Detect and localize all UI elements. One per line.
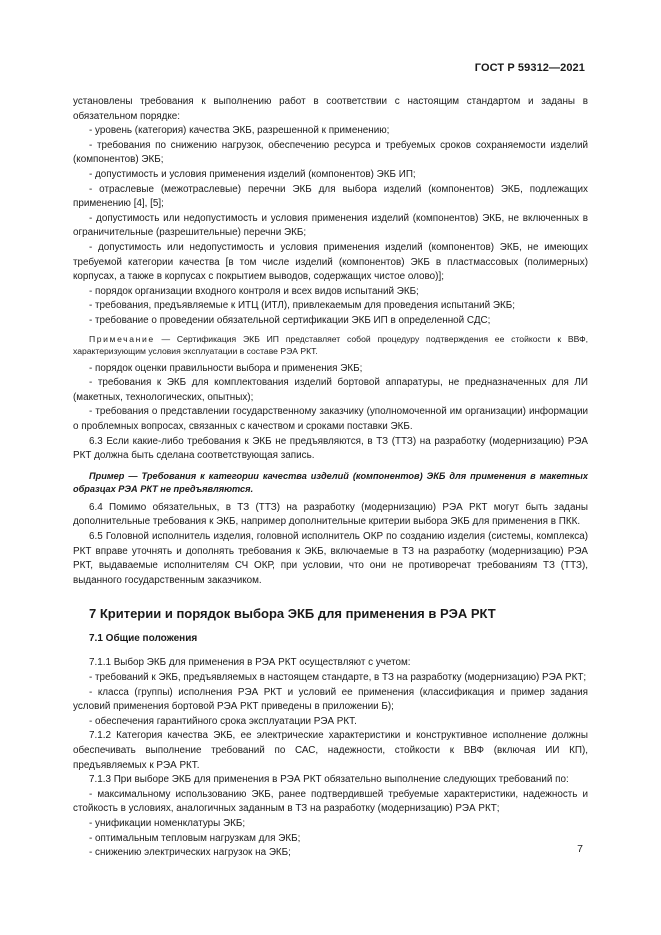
body-paragraph: 7.1.2 Категория качества ЭКБ, ее электрические характеристики и конструктивное исполнение должны обеспечивать выполнение требований по САС, надежности, стойкости к ВВФ (включая ИИ КП), предъявляемых к РЭА РКТ. xyxy=(73,730,588,771)
body-paragraph: 7.1.1 Выбор ЭКБ для применения в РЭА РКТ осуществляют с учетом: xyxy=(89,657,411,669)
body-paragraph: 7.1.3 При выборе ЭКБ для применения в РЭА РКТ обязательно выполнение следующих требований по: xyxy=(89,774,569,786)
body-paragraph: - требования к ЭКБ для комплектования изделий бортовой аппаратуры, не предназначенных для ЛИ (макетных, технологических, опытных); xyxy=(73,377,588,403)
body-paragraph: - требования о представлении государственному заказчику (уполномоченной им организации) информации о проблемных вопросах, связанных с качеством и сроками поставки ЭКБ. xyxy=(73,406,588,433)
note-text: — Сертификация ЭКБ ИП представляет собой процедуру подтверждения ее стойкости к ВВФ, характеризующим условия эксплуатации в составе РЭА РКТ. xyxy=(73,333,588,357)
body-paragraph: - максимальному использованию ЭКБ, ранее подтвердившей требуемые характеристики, надежность и стойкость в условиях, аналогичных заданным в ТЗ на разработку (модернизацию) РЭА РКТ; xyxy=(73,788,588,815)
body-paragraph: - требований к ЭКБ, предъявляемых в настоящем стандарте, в ТЗ на разработку (модернизацию) РЭА РКТ; xyxy=(89,672,587,683)
body-paragraph: - снижению электрических нагрузок на ЭКБ; xyxy=(89,847,291,859)
subsection-heading: 7.1 Общие положения xyxy=(89,633,198,645)
body-paragraph: установлены требования к выполнению работ в соответствии с настоящим стандартом и заданы в обязательном порядке: xyxy=(73,96,588,122)
body-paragraph: - уровень (категория) качества ЭКБ, разрешенной к применению; xyxy=(89,125,390,137)
example-paragraph: Пример — Требования к категории качества изделий (компонентов) ЭКБ для применения в макетных образцах РЭА РКТ не предъявляются. xyxy=(73,470,588,494)
body-paragraph: 6.5 Головной исполнитель изделия, головной исполнитель ОКР по созданию изделия (системы, комплекса) РКТ вправе уточнять и дополнять требования к ЭКБ, включаемые в ТЗ на разработку (модернизацию) РЭА РКТ, выдаваемые исполнителям СЧ ОКР, при условии, что они не противоречат требованиям ТЗ (ТТЗ), выданного государственным заказчиком. xyxy=(73,531,588,586)
body-paragraph: - допустимость или недопустимость и условия применения изделий (компонентов) ЭКБ, не имеющих требуемой категории качества [в том числе изделий (компонентов) ЭКБ в пластмассовых (полимерных) корпусах, а также в корпусах с покрытием выводов, содержащих чистое олово)]; xyxy=(73,241,588,283)
section-heading: 7 Критерии и порядок выбора ЭКБ для применения в РЭА РКТ xyxy=(89,606,496,622)
body-paragraph: 6.3 Если какие-либо требования к ЭКБ не предъявляются, в ТЗ (ТТЗ) на разработку (модернизацию) РЭА РКТ должна быть сделана соответствующая запись. xyxy=(73,435,588,462)
body-paragraph: - обеспечения гарантийного срока эксплуатации РЭА РКТ. xyxy=(89,715,357,727)
body-paragraph: - требование о проведении обязательной сертификации ЭКБ ИП в определенной СДС; xyxy=(89,314,491,326)
body-paragraph: - требования, предъявляемые к ИТЦ (ИТЛ), привлекаемым для проведения испытаний ЭКБ; xyxy=(89,300,515,312)
document-header: ГОСТ Р 59312—2021 xyxy=(474,62,585,74)
page-number: 7 xyxy=(577,843,583,855)
body-paragraph: - класса (группы) исполнения РЭА РКТ и условий ее применения (классификация и пример задания условий применения бортовой РЭА РКТ приведены в приложении Б); xyxy=(73,686,588,713)
note-paragraph xyxy=(73,333,588,358)
note-label: Примечание xyxy=(89,333,155,344)
body-paragraph: 6.4 Помимо обязательных, в ТЗ (ТТЗ) на разработку (модернизацию) РЭА РКТ могут быть заданы дополнительные требования к ЭКБ, например дополнительные критерии выбора ЭКБ для применения в ПКК. xyxy=(73,501,588,528)
body-paragraph: - допустимость и условия применения изделий (компонентов) ЭКБ ИП; xyxy=(89,168,416,180)
body-paragraph: - требования по снижению нагрузок, обеспечению ресурса и требуемых сроков сохраняемости изделий (компонентов) ЭКБ; xyxy=(73,139,588,166)
body-paragraph: - унификации номенклатуры ЭКБ; xyxy=(89,817,246,829)
body-paragraph: - порядок организации входного контроля и всех видов испытаний ЭКБ; xyxy=(89,285,419,297)
body-paragraph: - оптимальным тепловым нагрузкам для ЭКБ; xyxy=(89,832,301,844)
document-body xyxy=(73,95,588,861)
body-paragraph: - порядок оценки правильности выбора и применения ЭКБ; xyxy=(89,362,363,374)
body-paragraph: - допустимость или недопустимость и условия применения изделий (компонентов) ЭКБ, не включенных в ограничительные (разрешительные) перечни ЭКБ; xyxy=(73,212,588,239)
body-paragraph: - отраслевые (межотраслевые) перечни ЭКБ для выбора изделий (компонентов) ЭКБ, подлежащих применению [4], [5]; xyxy=(73,183,588,210)
